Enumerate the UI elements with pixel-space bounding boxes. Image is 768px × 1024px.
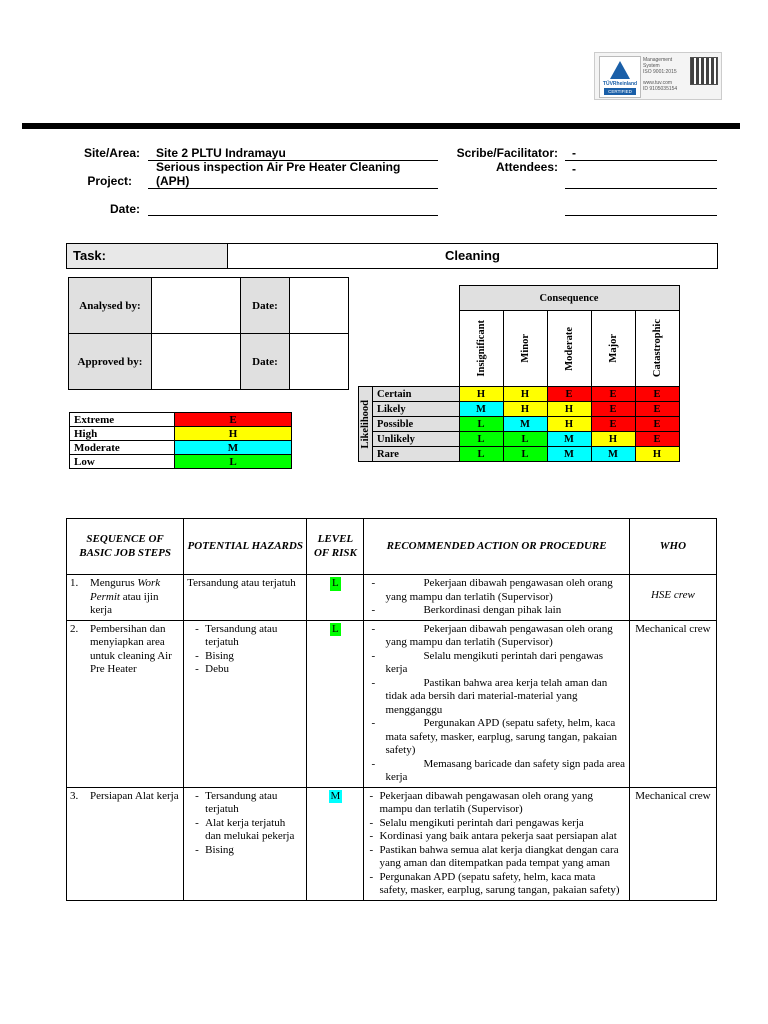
matrix-cell: L bbox=[503, 432, 547, 447]
date-line bbox=[148, 215, 438, 216]
list-item: - Memasang baricade dan safety sign pada area kerja bbox=[367, 758, 625, 785]
list-item: - Debu bbox=[195, 663, 303, 677]
likelihood-label: Rare bbox=[373, 447, 460, 462]
cert-brand: TÜVRheinland bbox=[602, 81, 638, 87]
list-item: - Tersandung atau terjatuh bbox=[195, 623, 303, 650]
matrix-cell: E bbox=[635, 387, 679, 402]
table-row bbox=[67, 620, 717, 787]
step-cell: 1. Mengurus Work Permit atau ijin kerja bbox=[67, 575, 184, 621]
step-cell: 3. Persiapan Alat kerja bbox=[67, 787, 184, 900]
matrix-cell: M bbox=[459, 402, 503, 417]
list-item: - Bising bbox=[195, 650, 303, 664]
legend-code: M bbox=[175, 441, 292, 455]
list-item: - Bising bbox=[195, 844, 303, 858]
legend-code: L bbox=[175, 455, 292, 469]
cert-text: Management System ISO 9001:2015 www.tuv.com ID 9105035154 bbox=[643, 57, 678, 92]
risk-cell bbox=[307, 620, 364, 787]
risk-matrix bbox=[358, 285, 680, 462]
matrix-cell: L bbox=[459, 417, 503, 432]
cert-badge: CERTIFIED bbox=[604, 88, 636, 95]
consequence-label: Moderate bbox=[547, 311, 591, 387]
matrix-cell: H bbox=[635, 447, 679, 462]
matrix-cell: H bbox=[503, 402, 547, 417]
header-divider bbox=[22, 123, 740, 129]
likelihood-label: Certain bbox=[373, 387, 460, 402]
approved-date-value bbox=[290, 334, 349, 390]
matrix-cell: M bbox=[591, 447, 635, 462]
who-cell: HSE crew bbox=[629, 575, 716, 621]
list-item: - Alat kerja terjatuh dan melukai pekerja bbox=[195, 817, 303, 844]
list-item: - Selalu mengikuti perintah dari pengawas kerja bbox=[367, 650, 625, 677]
task-bar bbox=[66, 243, 718, 269]
consequence-label: Major bbox=[591, 311, 635, 387]
legend-code: H bbox=[175, 427, 292, 441]
date-label: Date: bbox=[109, 202, 140, 216]
matrix-cell: L bbox=[459, 432, 503, 447]
analysed-date-value bbox=[290, 278, 349, 334]
scribe-value: - bbox=[572, 146, 576, 160]
scribe-line bbox=[565, 160, 717, 161]
attendees-label: Attendees: bbox=[495, 160, 558, 174]
attendees-line-2 bbox=[565, 215, 717, 216]
matrix-cell: E bbox=[635, 402, 679, 417]
site-label: Site/Area: bbox=[83, 146, 140, 160]
matrix-cell: H bbox=[503, 387, 547, 402]
action-cell bbox=[364, 787, 629, 900]
header-who: WHO bbox=[629, 519, 716, 575]
matrix-cell: E bbox=[591, 417, 635, 432]
likelihood-label: Likely bbox=[373, 402, 460, 417]
project-label: Project: bbox=[87, 174, 132, 188]
consequence-label: Insignificant bbox=[459, 311, 503, 387]
hazard-cell bbox=[184, 787, 307, 900]
list-item: - Kordinasi yang baik antara pekerja saat persiapan alat bbox=[369, 830, 625, 844]
list-item: - Tersandung atau terjatuh bbox=[195, 790, 303, 817]
analysed-by-value bbox=[152, 278, 241, 334]
likelihood-label: Possible bbox=[373, 417, 460, 432]
approved-date-label: Date: bbox=[241, 334, 290, 390]
matrix-cell: E bbox=[635, 417, 679, 432]
scribe-label: Scribe/Facilitator: bbox=[456, 146, 558, 160]
list-item: - Pastikan bahwa area kerja telah aman dan tidak ada bersih dari material-material yang mengganggu bbox=[367, 677, 625, 718]
legend-name: Extreme bbox=[70, 413, 175, 427]
list-item: - Berkordinasi dengan pihak lain bbox=[367, 604, 625, 618]
step-cell: 2. Pembersihan dan menyiapkan area untuk cleaning Air Pre Heater bbox=[67, 620, 184, 787]
hazard-cell bbox=[184, 620, 307, 787]
matrix-cell: E bbox=[547, 387, 591, 402]
matrix-cell: M bbox=[547, 447, 591, 462]
list-item: - Pergunakan APD (sepatu safety, helm, kaca mata safety, masker, earplug, sarung tangan, pakaian safety) bbox=[367, 717, 625, 758]
matrix-cell: H bbox=[459, 387, 503, 402]
matrix-cell: H bbox=[547, 402, 591, 417]
legend-name: Moderate bbox=[70, 441, 175, 455]
legend-name: Low bbox=[70, 455, 175, 469]
matrix-cell: L bbox=[503, 447, 547, 462]
tuv-logo-icon bbox=[599, 56, 641, 98]
project-value-2: (APH) bbox=[156, 174, 190, 188]
header-steps: SEQUENCE OF BASIC JOB STEPS bbox=[67, 519, 184, 575]
list-item: - Pekerjaan dibawah pengawasan oleh orang yang mampu dan terlatih (Supervisor) bbox=[369, 790, 625, 817]
approved-by-label: Approved by: bbox=[69, 334, 152, 390]
task-label: Task: bbox=[73, 248, 106, 263]
action-cell bbox=[364, 620, 629, 787]
likelihood-header: Likelihood bbox=[359, 387, 373, 462]
matrix-cell: H bbox=[547, 417, 591, 432]
table-row bbox=[67, 787, 717, 900]
risk-cell bbox=[307, 787, 364, 900]
matrix-cell: M bbox=[547, 432, 591, 447]
matrix-cell: E bbox=[591, 387, 635, 402]
risk-badge: M bbox=[330, 789, 341, 802]
risk-badge: L bbox=[332, 577, 339, 589]
project-value-1: Serious inspection Air Pre Heater Cleaning bbox=[156, 160, 401, 174]
risk-cell bbox=[307, 575, 364, 621]
site-value: Site 2 PLTU Indramayu bbox=[156, 146, 286, 160]
attendees-value: - bbox=[572, 162, 576, 176]
consequence-label: Catastrophic bbox=[635, 311, 679, 387]
list-item: - Pekerjaan dibawah pengawasan oleh orang yang mampu dan terlatih (Supervisor) bbox=[367, 623, 625, 650]
matrix-cell: E bbox=[635, 432, 679, 447]
hazard-cell: Tersandung atau terjatuh bbox=[184, 575, 307, 621]
matrix-cell: M bbox=[503, 417, 547, 432]
approved-by-value bbox=[152, 334, 241, 390]
who-cell: Mechanical crew bbox=[629, 620, 716, 787]
analysed-by-label: Analysed by: bbox=[69, 278, 152, 334]
legend-code: E bbox=[175, 413, 292, 427]
qr-code-icon bbox=[690, 57, 718, 85]
analysed-date-label: Date: bbox=[241, 278, 290, 334]
project-line bbox=[148, 188, 438, 189]
risk-legend bbox=[69, 412, 292, 469]
table-row bbox=[67, 575, 717, 621]
certification-logo bbox=[594, 52, 722, 100]
attendees-line-1 bbox=[565, 188, 717, 189]
legend-name: High bbox=[70, 427, 175, 441]
jsa-table bbox=[66, 518, 717, 901]
consequence-header: Consequence bbox=[459, 286, 679, 311]
list-item: - Pekerjaan dibawah pengawasan oleh orang yang mampu dan terlatih (Supervisor) bbox=[367, 577, 625, 604]
header-action: RECOMMENDED ACTION OR PROCEDURE bbox=[364, 519, 629, 575]
who-cell: Mechanical crew bbox=[629, 787, 716, 900]
list-item: - Selalu mengikuti perintah dari pengawas kerja bbox=[369, 817, 625, 831]
header-hazards: POTENTIAL HAZARDS bbox=[184, 519, 307, 575]
task-value: Cleaning bbox=[445, 248, 500, 263]
matrix-cell: H bbox=[591, 432, 635, 447]
matrix-cell: E bbox=[591, 402, 635, 417]
matrix-cell: L bbox=[459, 447, 503, 462]
consequence-label: Minor bbox=[503, 311, 547, 387]
header-risk: LEVEL OF RISK bbox=[307, 519, 364, 575]
approval-table bbox=[68, 277, 349, 390]
action-cell bbox=[364, 575, 629, 621]
list-item: - Pergunakan APD (sepatu safety, helm, kaca mata safety, masker, earplug, sarung tangan, pakaian safety) bbox=[369, 871, 625, 898]
list-item: - Pastikan bahwa semua alat kerja diangkat dengan cara yang aman dan ditempatkan pada tempat yang aman bbox=[369, 844, 625, 871]
likelihood-label: Unlikely bbox=[373, 432, 460, 447]
risk-badge: L bbox=[332, 622, 339, 635]
